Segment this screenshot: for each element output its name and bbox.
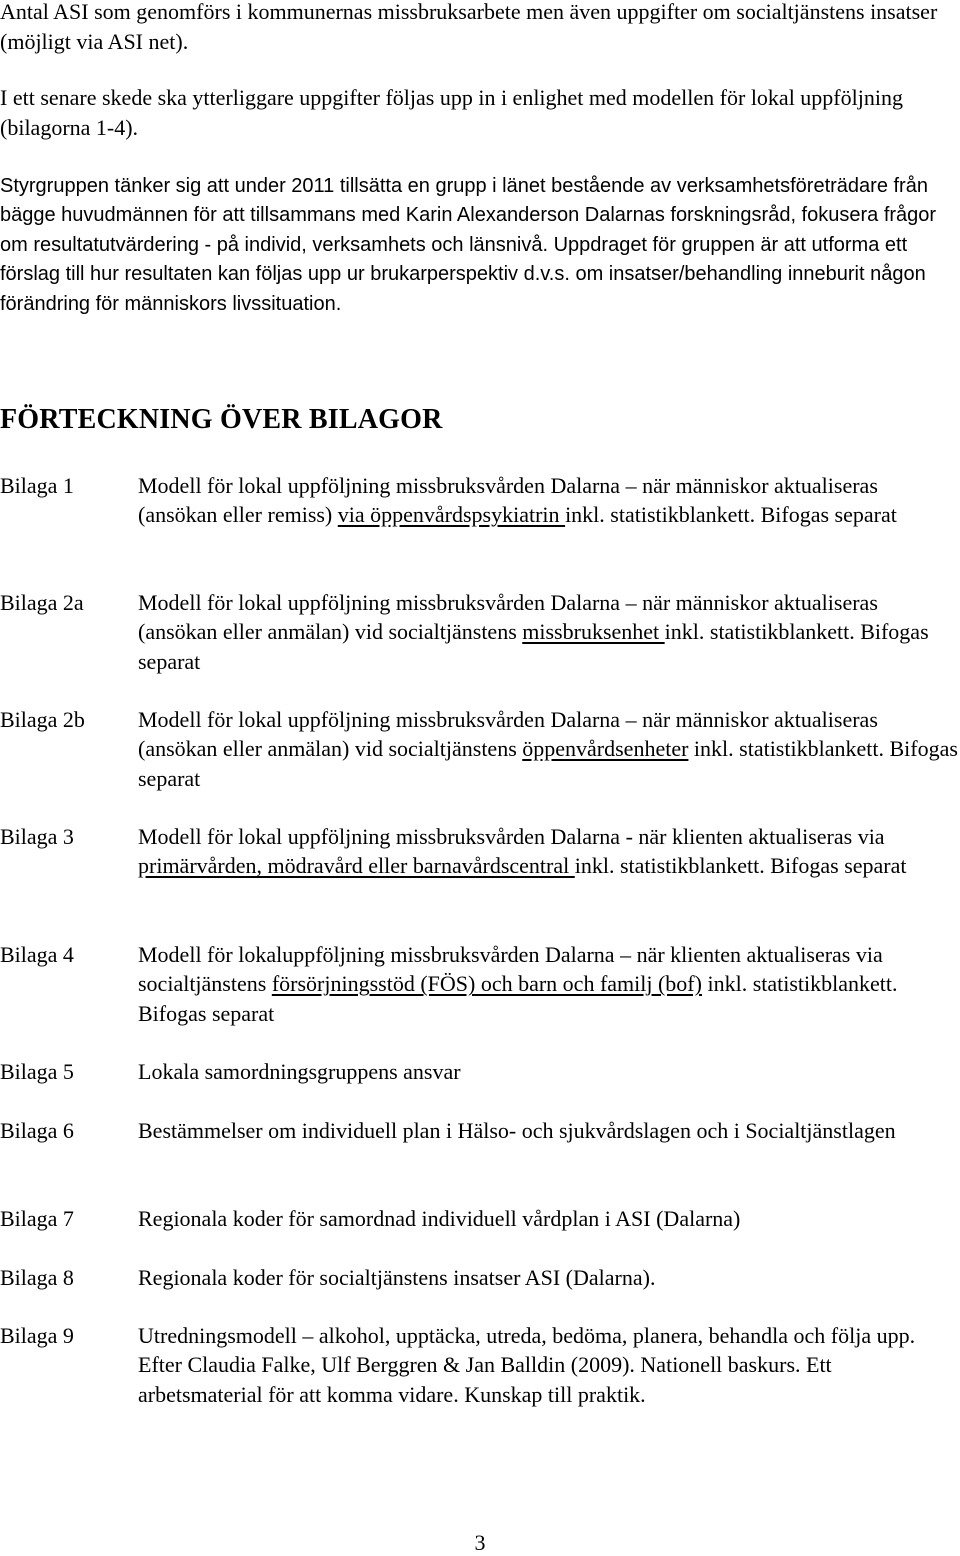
- bilaga-label: Bilaga 8: [0, 1265, 74, 1290]
- bilaga-label: Bilaga 1: [0, 473, 74, 498]
- bilaga-label: Bilaga 4: [0, 942, 74, 967]
- bilaga-description: Utredningsmodell – alkohol, upptäcka, utreda, bedöma, planera, behandla och följa upp. Efter Claudia Falke, Ulf Berggren & Jan Balldin (2009). Nationell baskurs. Ett arbetsmaterial för att komma vidare. Kunskap till praktik.: [138, 1323, 916, 1407]
- bilaga-label: Bilaga 2b: [0, 707, 85, 732]
- bilaga-label: Bilaga 9: [0, 1323, 74, 1348]
- paragraph-followup: I ett senare skede ska ytterliggare uppgifter följas upp in i enlighet med modellen för lokal uppföljning (bilagorna 1-4).: [0, 85, 903, 140]
- bilaga-description: Modell för lokal uppföljning missbruksvården Dalarna – när människor aktualiseras (ansökan eller remiss) via öppenvårdspsykiatrin inkl. statistikblankett. Bifogas separat: [138, 473, 897, 528]
- bilaga-label: Bilaga 5: [0, 1059, 74, 1084]
- paragraph-styrgruppen: Styrgruppen tänker sig att under 2011 tillsätta en grupp i länet bestående av verksamhetsföreträdare från bägge huvudmännen för att tillsammans med Karin Alexanderson Dalarnas forskningsråd, fokusera frågor om resultatutvärdering - på individ, verksamhets och länsnivå. Uppdraget för gruppen är att utforma ett förslag till hur resultaten kan följas upp ur brukarperspektiv d.v.s. om insatser/behandling inneburit någon förändring för människors livssituation.: [0, 175, 937, 315]
- bilaga-label: Bilaga 6: [0, 1118, 74, 1143]
- bilaga-description: Regionala koder för socialtjänstens insatser ASI (Dalarna).: [138, 1265, 656, 1290]
- bilaga-description: Modell för lokal uppföljning missbruksvården Dalarna – när människor aktualiseras (ansökan eller anmälan) vid socialtjänstens öppenvårdsenheter inkl. statistikblankett. Bifogas separat: [138, 707, 958, 791]
- section-heading: FÖRTECKNING ÖVER BILAGOR: [0, 404, 443, 435]
- bilaga-description: Lokala samordningsgruppens ansvar: [138, 1059, 461, 1084]
- paragraph-asi: Antal ASI som genomförs i kommunernas missbruksarbete men även uppgifter om socialtjänstens insatser (möjligt via ASI net).: [0, 0, 938, 54]
- bilaga-description: Modell för lokaluppföljning missbruksvården Dalarna – när klienten aktualiseras via socialtjänstens försörjningsstöd (FÖS) och barn och familj (bof) inkl. statistikblankett. Bifogas separat: [138, 942, 898, 1026]
- bilaga-description: Bestämmelser om individuell plan i Hälso- och sjukvårdslagen och i Socialtjänstlagen: [138, 1118, 896, 1143]
- page-number: 3: [474, 1530, 486, 1555]
- bilaga-description: Modell för lokal uppföljning missbruksvården Dalarna – när människor aktualiseras (ansökan eller anmälan) vid socialtjänstens missbruksenhet inkl. statistikblankett. Bifogas separat: [138, 590, 929, 674]
- bilaga-label: Bilaga 7: [0, 1206, 74, 1231]
- bilaga-label: Bilaga 3: [0, 824, 74, 849]
- bilaga-description: Modell för lokal uppföljning missbruksvården Dalarna - när klienten aktualiseras via primärvården, mödravård eller barnavårdscentral inkl. statistikblankett. Bifogas separat: [138, 824, 907, 879]
- bilaga-label: Bilaga 2a: [0, 590, 84, 615]
- bilaga-description: Regionala koder för samordnad individuell vårdplan i ASI (Dalarna): [138, 1206, 741, 1231]
